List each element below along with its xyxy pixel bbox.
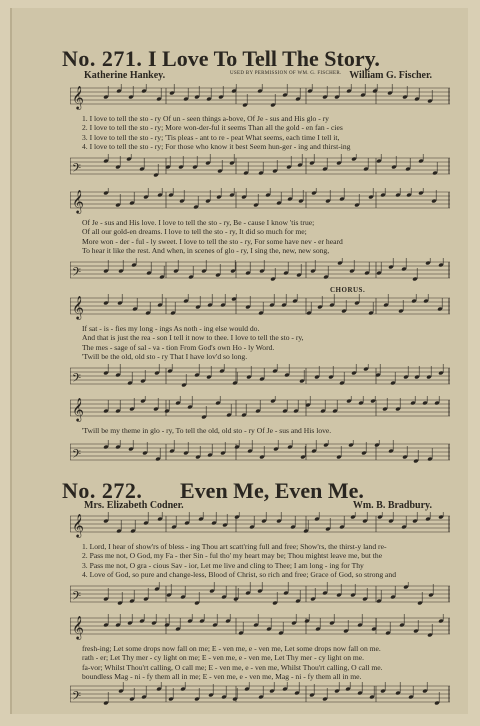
lyric-line: 3. I love to tell the sto - ry; 'Tis pleas - ant to re - peat What seems, each time I tell it, [82, 132, 340, 142]
hymn-271-permission: USED BY PERMISSION OF WM. G. FISCHER. [230, 71, 342, 76]
lyric-line: 1. Lord, I hear of show'rs of bless - ing Thou art scatt'ring full and free; Show'rs, the thirst-y land re- [82, 542, 387, 551]
hymn-271-verses-3 [82, 324, 452, 362]
lyric-line: 'Twill be the old, old sto - ry That I have lov'd so long. [82, 352, 248, 362]
lyric-line: More won - der - ful - ly sweet. I love to tell the sto - ry, For some have nev - er heard [82, 236, 343, 246]
hymn-272-music-by: Wm. B. Bradbury. [352, 500, 432, 511]
lyric-line: fresh-ing; Let some drops now fall on me; E - ven me, e - ven me, Let some drops now fall on me. [82, 644, 381, 653]
music-staff [70, 614, 450, 642]
lyric-line: And that is just the rea - son I tell it now to thee. I love to tell the sto - ry, [82, 333, 304, 343]
hymn-272-number: No. 272. [62, 478, 143, 503]
svg-text:𝄢: 𝄢 [72, 266, 82, 282]
lyric-line: fa-vor; Whilst Thou'rt calling, O call me; E - ven me, e - ven me, Whilst Thou'rt calling, O call me. [82, 662, 383, 672]
svg-text:𝄞: 𝄞 [72, 513, 84, 537]
lyric-line: Of Je - sus and His love. I love to tell the sto - ry, Be - cause I know 'tis true; [82, 218, 315, 227]
hymn-271-music-by: William G. Fischer. [349, 70, 432, 81]
lyric-line: 1. I love to tell the sto - ry Of un - seen things a-bove, Of Je - sus and His glo - ry [82, 114, 329, 123]
lyric-line: Of all our gold-en dreams. I love to tell the sto - ry, It did so much for me; [82, 227, 307, 237]
music-staff [70, 512, 450, 540]
lyric-line: rath - er; Let Thy mer - cy light on me; E - ven me, e - ven me, Let Thy mer - cy light on me. [82, 653, 365, 663]
svg-text:𝄢: 𝄢 [72, 590, 82, 606]
lyric-line: boundless Mag - ni - fy them all in me; E - ven me, e - ven me, Mag - ni - fy them all in me. [82, 672, 362, 682]
svg-text:𝄞: 𝄞 [72, 85, 84, 109]
music-staff [70, 84, 450, 112]
lyric-line: The mes - sage of sal - va - tion From God's own Ho - ly Word. [82, 342, 275, 352]
music-staff [70, 582, 450, 610]
svg-text:𝄢: 𝄢 [72, 690, 82, 706]
music-staff [70, 364, 450, 392]
svg-text:𝄞: 𝄞 [72, 295, 84, 319]
music-staff [70, 258, 450, 286]
hymn-272-verses-2 [82, 644, 452, 682]
hymn-272-verses-1 [82, 542, 452, 580]
svg-text:𝄞: 𝄞 [72, 397, 84, 421]
lyric-line: 2. I love to tell the sto - ry; More won-der-ful it seems Than all the gold - en fan - cies [82, 123, 343, 133]
music-staff [70, 294, 450, 322]
svg-text:𝄞: 𝄞 [72, 615, 84, 639]
svg-text:𝄢: 𝄢 [72, 162, 82, 178]
music-staff [70, 396, 450, 424]
hymn-272-words-by: Mrs. Elizabeth Codner. [84, 500, 184, 511]
lyric-line: 4. Love of God, so pure and change-less, Blood of Christ, so rich and free; Grace of God, so strong and [82, 570, 397, 580]
hymn-272-title: Even Me, Even Me. [180, 478, 364, 503]
hymn-271-verses-1 [82, 114, 452, 152]
hymn-271-credits [84, 70, 432, 84]
lyric-line: If sat - is - fies my long - ings As noth - ing else would do. [82, 324, 260, 333]
hymn-271-title: I Love To Tell The Story. [148, 46, 380, 71]
lyric-line: To hear it like the rest. And when, in scenes of glo - ry, I sing the, new, new song, [82, 246, 330, 256]
music-staff [70, 154, 450, 182]
hymn-271-heading [62, 46, 462, 72]
hymn-271-number: No. 271. [62, 46, 143, 71]
music-staff [70, 188, 450, 216]
hymn-271-verses-4 [82, 426, 452, 435]
music-staff [70, 440, 450, 468]
svg-text:𝄢: 𝄢 [72, 372, 82, 388]
chorus-label: CHORUS. [330, 286, 366, 294]
lyric-line: 2. Pass me not, O God, my Fa - ther Sin - ful tho' my heart may be; Thou mightst leave me, but the [82, 551, 383, 561]
hymnal-page [10, 8, 468, 714]
hymn-271-words-by: Katherine Hankey. [84, 70, 166, 81]
lyric-line: 4. I love to tell the sto - ry; For those who know it best Seem hun-ger - ing and thirst-ing [82, 142, 351, 152]
svg-text:𝄢: 𝄢 [72, 448, 82, 464]
music-staff [70, 682, 450, 710]
svg-text:𝄞: 𝄞 [72, 189, 84, 213]
hymn-271-verses-2 [82, 218, 452, 256]
lyric-line: 'Twill be my theme in glo - ry, To tell the old, old sto - ry Of Je - sus and His love. [82, 426, 332, 435]
lyric-line: 3. Pass me not, O gra - cious Sav - ior, Let me live and cling to Thee; I am long - ing for Thy [82, 560, 364, 570]
